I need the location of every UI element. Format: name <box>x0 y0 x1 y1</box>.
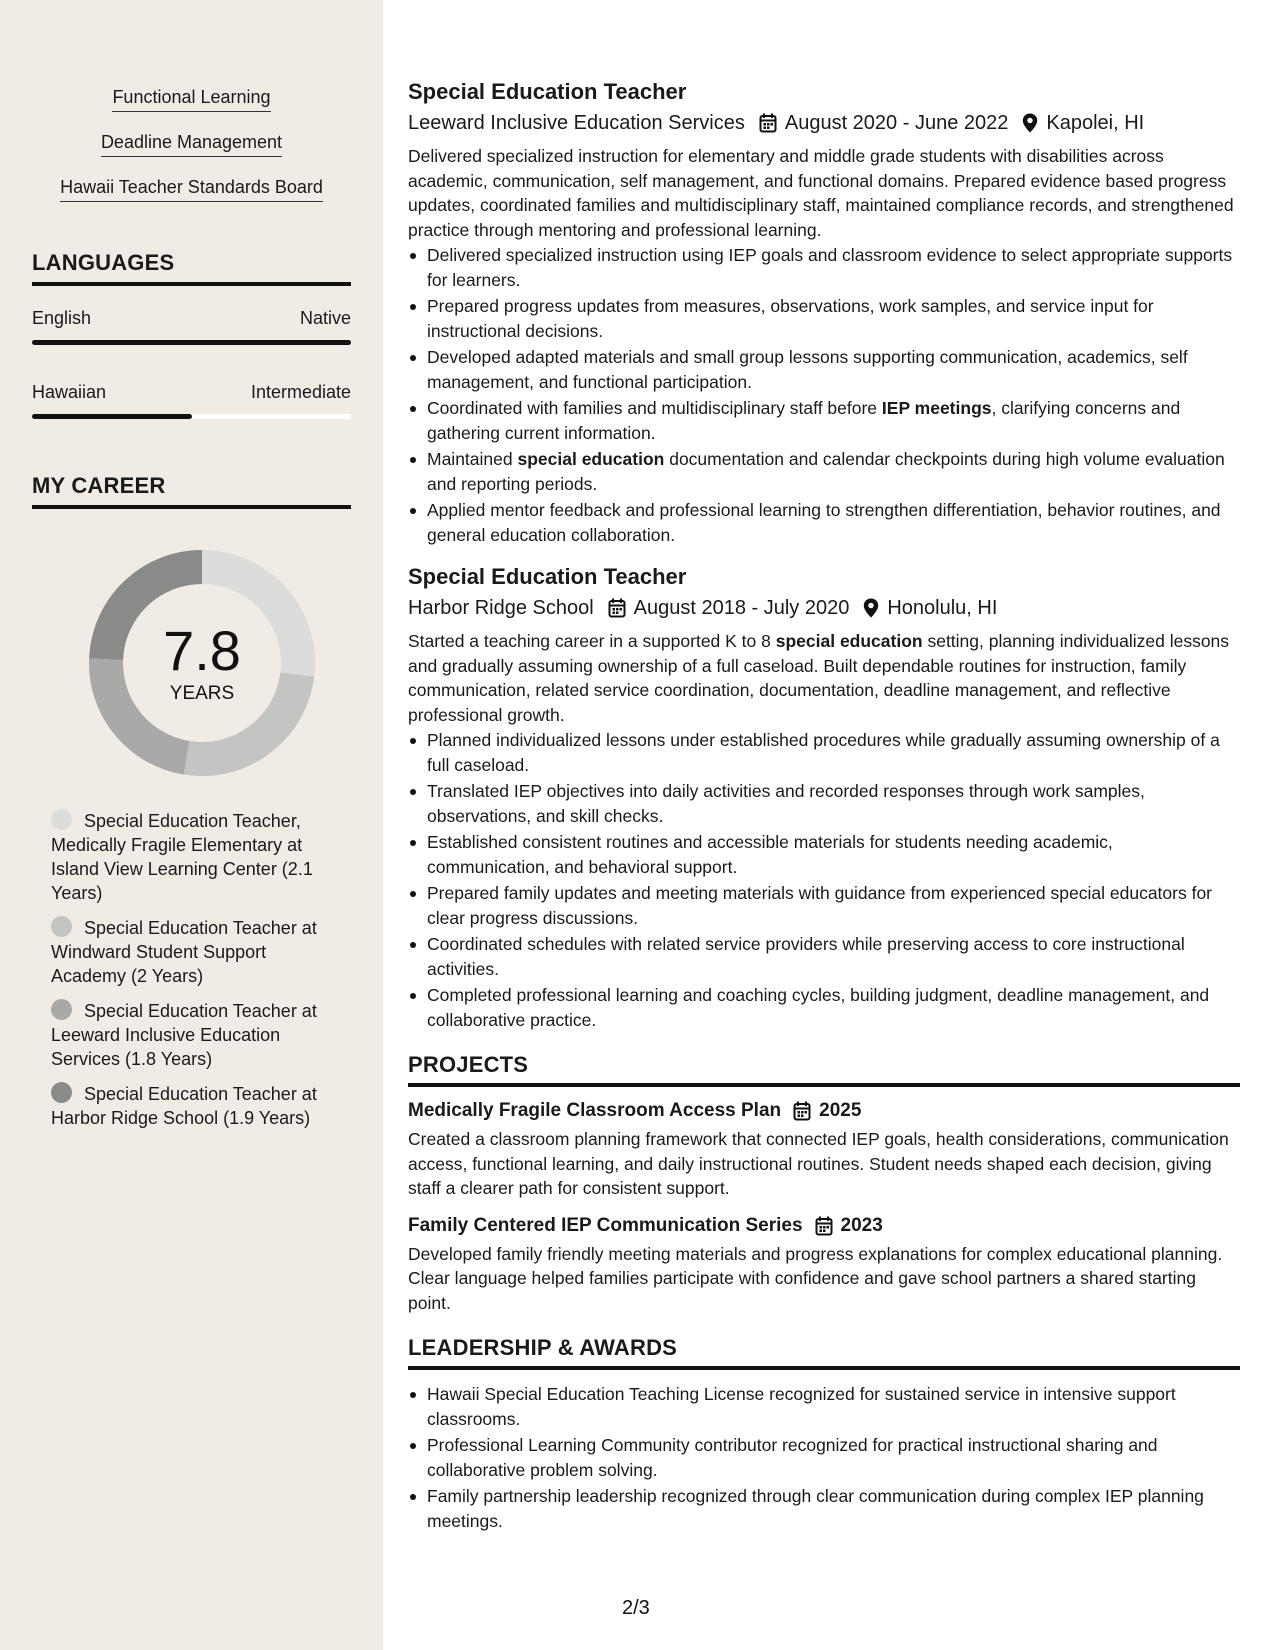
location-pin-icon <box>1022 113 1038 133</box>
job-bullet: Developed adapted materials and small group lessons supporting communication, academics, self management, and functional participation. <box>408 345 1240 394</box>
job-title: Special Education Teacher <box>408 79 687 104</box>
job-bullet: Delivered specialized instruction using IEP goals and classroom evidence to select appropriate supports for learners. <box>408 243 1240 292</box>
project-title: Medically Fragile Classroom Access Plan <box>408 1100 782 1121</box>
languages-list <box>32 297 351 419</box>
project-title-row <box>408 1098 1240 1124</box>
language-proficiency-fill <box>32 414 192 419</box>
calendar-icon <box>608 598 626 618</box>
career-legend-label: Special Education Teacher, Medically Fragile Elementary at Island View Learning Center (2.1 Years) <box>51 811 313 903</box>
award-item: Professional Learning Community contributor recognized for practical instructional sharing and collaborative problem solving. <box>408 1433 1240 1482</box>
language-name: English <box>32 308 92 328</box>
job-bullet: Applied mentor feedback and professional learning to strengthen differentiation, behavior routines, and general education collaboration. <box>408 498 1240 547</box>
job-bullet: Prepared progress updates from measures, observations, work samples, and service input for instructional decisions. <box>408 294 1240 343</box>
main-content <box>408 0 1240 1535</box>
job-bullet: Established consistent routines and accessible materials for students needing academic, communication, and behavioral support. <box>408 830 1240 879</box>
job-meta <box>408 110 1240 136</box>
project-year: 2025 <box>819 1100 862 1121</box>
project-entry <box>408 1213 1240 1316</box>
calendar-icon <box>793 1101 811 1121</box>
job-location: Honolulu, HI <box>887 597 998 619</box>
job-entry <box>408 78 1240 547</box>
career-legend <box>51 809 331 1130</box>
job-bullet: Planned individualized lessons under established procedures while gradually assuming ownership of a full caseload. <box>408 728 1240 777</box>
job-bullet: Translated IEP objectives into daily activities and recorded responses through work samples, observations, and skill checks. <box>408 779 1240 828</box>
job-bullet: Maintained special education documentation and calendar checkpoints during high volume evaluation and reporting periods. <box>408 447 1240 496</box>
career-legend-item <box>51 999 331 1071</box>
awards-heading: LEADERSHIP & AWARDS <box>408 1335 1240 1370</box>
project-desc: Created a classroom planning framework that connected IEP goals, health considerations, communication access, functional learning, and daily instructional routines. Student needs shaped each decision, giving staff a clearer path for consistent support. <box>408 1129 1229 1198</box>
job-bullet: Completed professional learning and coaching cycles, building judgment, deadline management, and collaborative practice. <box>408 983 1240 1032</box>
career-heading: MY CAREER <box>32 473 351 509</box>
language-name: Hawaiian <box>32 382 107 402</box>
language-level: Intermediate <box>250 382 351 402</box>
language-proficiency-bar <box>32 414 351 419</box>
career-donut-chart <box>82 543 322 783</box>
job-title: Special Education Teacher <box>408 564 687 589</box>
job-summary: Delivered specialized instruction for elementary and middle grade students with disabilities across academic, communication, self management, and functional domains. Prepared evidence based progress updates, coordinated families and multidisciplinary staff, maintained compliance records, and strengthened practice through mentoring and professional learning. <box>408 146 1234 240</box>
job-bullets <box>408 728 1240 1032</box>
legend-dot-icon <box>51 916 72 937</box>
language-level: Native <box>299 308 351 328</box>
career-legend-label: Special Education Teacher at Leeward Inclusive Education Services (1.8 Years) <box>51 1001 317 1069</box>
language-proficiency-fill <box>32 340 351 345</box>
project-year: 2023 <box>840 1214 883 1236</box>
career-legend-item <box>51 916 331 988</box>
awards-list <box>408 1382 1240 1533</box>
location-pin-icon <box>863 598 879 618</box>
job-company: Harbor Ridge School <box>408 597 594 619</box>
job-meta <box>408 595 1240 621</box>
calendar-icon <box>759 113 777 133</box>
language-row <box>32 297 351 329</box>
job-summary: Started a teaching career in a supported K to 8 special education setting, planning individualized lessons and gradually assuming ownership of a full caseload. Built dependable routines for instruction, family communication, related service coordination, documentation, deadline management, and reflective professional growth. <box>408 631 1230 725</box>
skill-item: Functional Learning <box>112 86 270 112</box>
job-company: Leeward Inclusive Education Services <box>408 112 745 134</box>
job-dates: August 2018 - July 2020 <box>633 597 850 619</box>
project-title: Family Centered IEP Communication Series <box>408 1214 803 1236</box>
legend-dot-icon <box>51 809 72 830</box>
calendar-icon <box>815 1216 833 1236</box>
page-number: 2/3 <box>622 1597 650 1619</box>
projects-heading: PROJECTS <box>408 1052 1240 1087</box>
sidebar <box>0 0 383 1650</box>
project-title-row <box>408 1213 1240 1239</box>
career-total-years: 7.8 <box>163 619 241 682</box>
career-total-unit: YEARS <box>169 683 235 704</box>
skills-list <box>32 0 351 221</box>
job-bullet: Coordinated with families and multidisciplinary staff before IEP meetings, clarifying concerns and gathering current information. <box>408 396 1240 445</box>
job-entry <box>408 563 1240 1032</box>
skill-item: Deadline Management <box>101 131 282 157</box>
legend-dot-icon <box>51 999 72 1020</box>
job-bullet: Prepared family updates and meeting materials with guidance from experienced special educators for clear progress discussions. <box>408 881 1240 930</box>
language-row <box>32 371 351 403</box>
skill-item: Hawaii Teacher Standards Board <box>60 176 323 202</box>
award-item: Hawaii Special Education Teaching License recognized for sustained service in intensive support classrooms. <box>408 1382 1240 1431</box>
job-location: Kapolei, HI <box>1046 112 1145 134</box>
project-entry <box>408 1098 1240 1201</box>
job-bullet: Coordinated schedules with related service providers while preserving access to core instructional activities. <box>408 932 1240 981</box>
award-item: Family partnership leadership recognized through clear communication during complex IEP planning meetings. <box>408 1484 1240 1533</box>
career-legend-label: Special Education Teacher at Windward Student Support Academy (2 Years) <box>51 918 317 986</box>
languages-heading: LANGUAGES <box>32 250 351 286</box>
legend-dot-icon <box>51 1082 72 1103</box>
project-desc: Developed family friendly meeting materials and progress explanations for complex educational planning. Clear language helped families participate with confidence and gave school partners a shared starting point. <box>408 1243 1223 1313</box>
career-legend-item <box>51 1082 331 1130</box>
job-bullets <box>408 243 1240 547</box>
career-legend-label: Special Education Teacher at Harbor Ridge School (1.9 Years) <box>51 1084 317 1128</box>
career-legend-item <box>51 809 331 905</box>
job-dates: August 2020 - June 2022 <box>784 112 1009 134</box>
language-proficiency-bar <box>32 340 351 345</box>
